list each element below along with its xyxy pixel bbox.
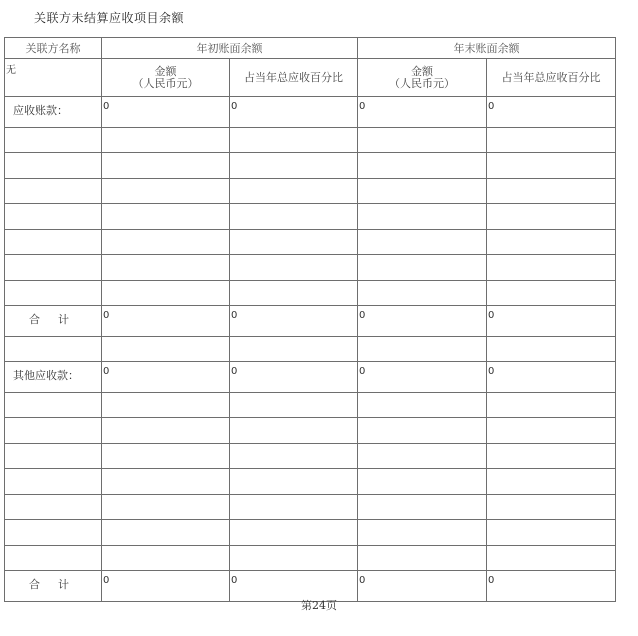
none-marker: 无 bbox=[5, 59, 102, 97]
other-receivables-row bbox=[5, 362, 616, 393]
empty-row bbox=[5, 204, 616, 230]
empty-row bbox=[5, 392, 616, 418]
beginning-balance-header: 年初账面余额 bbox=[102, 38, 358, 59]
total-value-cell: 0 bbox=[487, 571, 616, 602]
empty-row bbox=[5, 280, 616, 306]
value-cell: 0 bbox=[487, 97, 616, 128]
total-value-cell: 0 bbox=[358, 571, 487, 602]
value-cell: 0 bbox=[102, 97, 230, 128]
total-value-cell: 0 bbox=[102, 571, 230, 602]
empty-row bbox=[5, 494, 616, 520]
total-label: 合计 bbox=[5, 571, 102, 602]
section-title: 关联方未结算应收项目余额 bbox=[34, 11, 185, 25]
value-cell: 0 bbox=[230, 97, 358, 128]
ending-balance-header: 年末账面余额 bbox=[358, 38, 616, 59]
amount-label: 金额 bbox=[411, 64, 433, 78]
header-row bbox=[5, 38, 616, 59]
begin-amount-subheader bbox=[102, 59, 230, 97]
value-cell: 0 bbox=[358, 97, 487, 128]
end-percent-subheader: 占当年总应收百分比 bbox=[487, 59, 616, 97]
empty-row bbox=[5, 229, 616, 255]
empty-row bbox=[5, 153, 616, 179]
amount-label: 金额 bbox=[154, 64, 177, 78]
related-party-receivables-table bbox=[4, 37, 616, 602]
receivables-total-row bbox=[5, 306, 616, 337]
end-amount-subheader bbox=[358, 59, 487, 97]
value-cell: 0 bbox=[358, 362, 487, 393]
total-value-cell: 0 bbox=[230, 306, 358, 337]
value-cell: 0 bbox=[102, 362, 230, 393]
total-label: 合计 bbox=[5, 306, 102, 337]
empty-row bbox=[5, 127, 616, 153]
empty-row bbox=[5, 545, 616, 571]
begin-percent-subheader: 占当年总应收百分比 bbox=[230, 59, 358, 97]
empty-row bbox=[5, 443, 616, 469]
receivables-label: 应收账款： bbox=[5, 97, 102, 128]
total-value-cell: 0 bbox=[358, 306, 487, 337]
value-cell: 0 bbox=[230, 362, 358, 393]
currency-label: （人民币元） bbox=[389, 76, 455, 90]
subheader-row bbox=[5, 59, 616, 97]
empty-row bbox=[5, 418, 616, 444]
value-cell: 0 bbox=[487, 362, 616, 393]
total-value-cell: 0 bbox=[230, 571, 358, 602]
total-value-cell: 0 bbox=[487, 306, 616, 337]
total-value-cell: 0 bbox=[102, 306, 230, 337]
page-number: 第24页 bbox=[301, 599, 337, 612]
currency-label: （人民币元） bbox=[132, 76, 199, 90]
receivables-row bbox=[5, 97, 616, 128]
empty-row bbox=[5, 336, 616, 362]
empty-row bbox=[5, 255, 616, 281]
party-name-header: 关联方名称 bbox=[5, 38, 102, 59]
empty-row bbox=[5, 520, 616, 546]
empty-row bbox=[5, 178, 616, 204]
other-receivables-label: 其他应收款： bbox=[5, 362, 102, 393]
empty-row bbox=[5, 469, 616, 495]
